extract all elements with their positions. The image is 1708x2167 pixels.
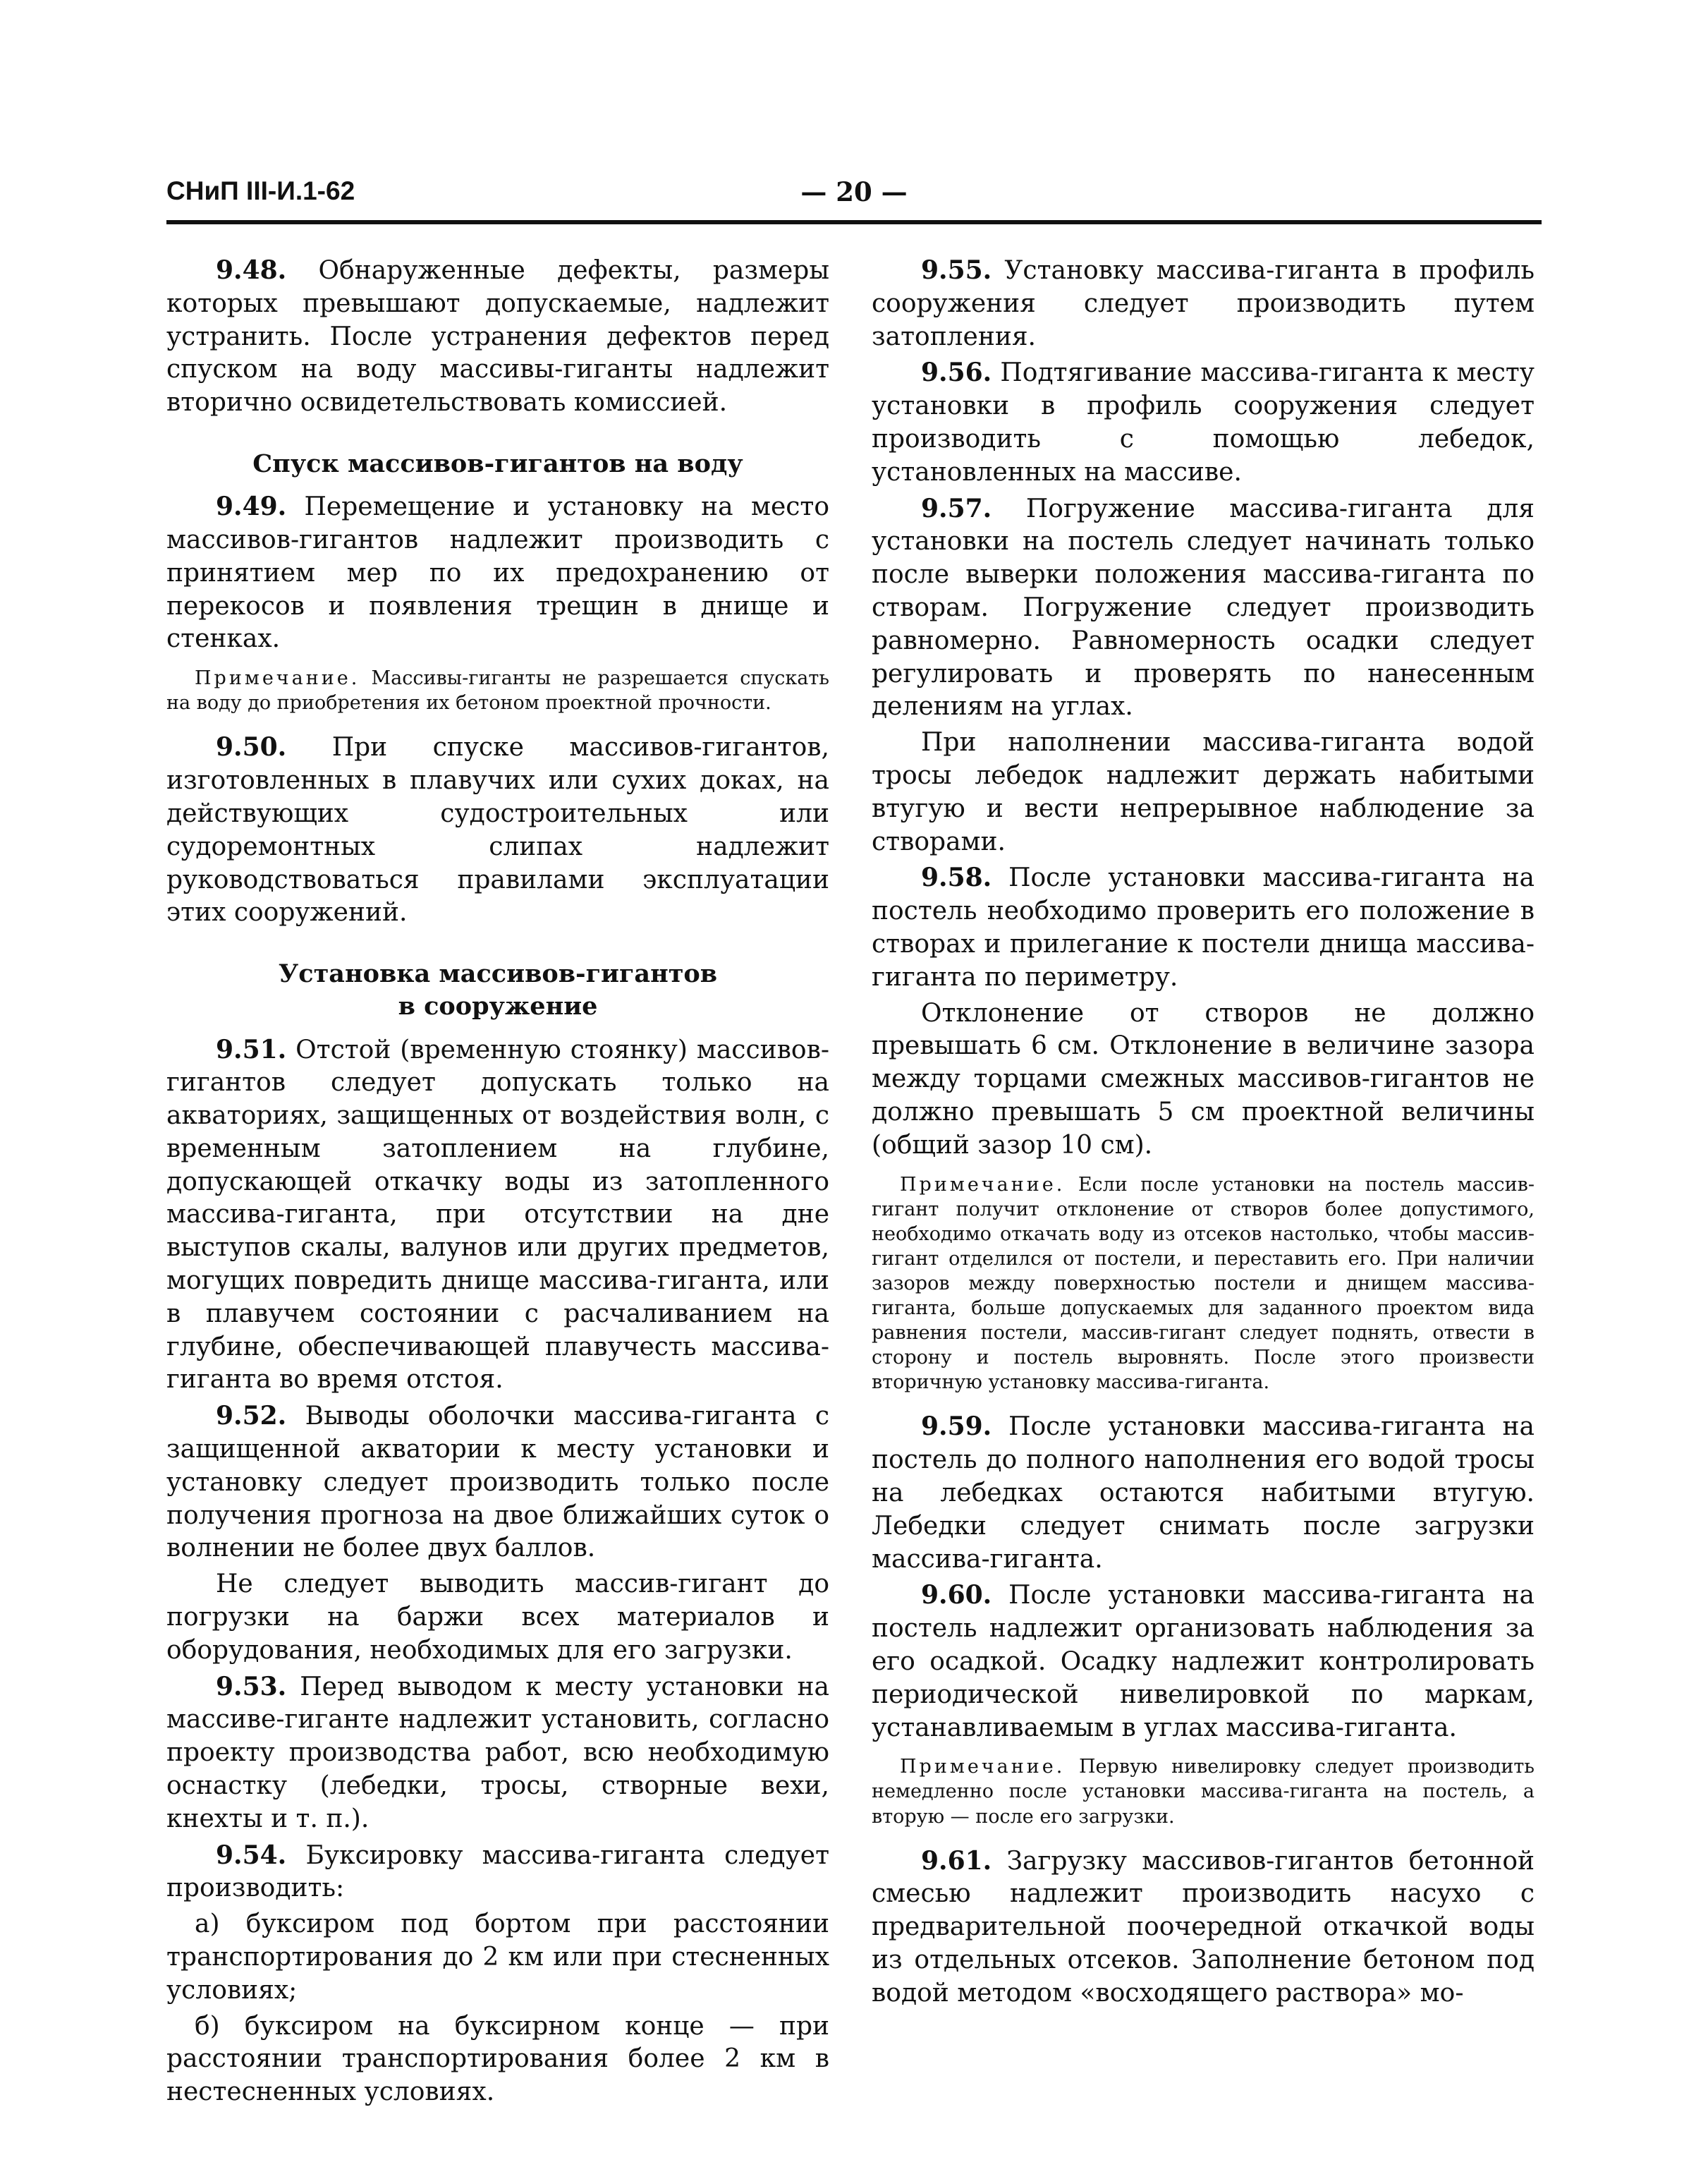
clause-text: После установки массива-гиганта на постель надлежит организовать наблюдения за его осадкой. Осадку надлежит контролировать периодической нивелировкой по маркам, устанавливаемым в углах массива-гиганта.	[872, 1581, 1535, 1742]
section-heading-installation	[166, 958, 829, 1023]
clause-9-57-continued: При наполнении массива-гиганта водой тросы лебедок надлежит держать набитыми втугую и вести непрерывное наблюдение за створами.	[872, 728, 1535, 856]
page-header	[166, 176, 1542, 219]
clause-number: 9.51.	[216, 1034, 287, 1064]
clause-text: После установки массива-гиганта на постель необходимо проверить его положение в створах и прилегание к постели днища массива-гиганта по периметру.	[872, 863, 1535, 992]
section-heading-launch: Спуск массивов-гигантов на воду	[252, 449, 743, 478]
list-item-a: а) буксиром под бортом при расстоянии транспортирования до 2 км или при стесненных условиях;	[166, 1910, 829, 2005]
clause-9-51	[166, 1033, 829, 1397]
clause-9-48	[166, 254, 829, 420]
clause-number: 9.48.	[216, 255, 287, 285]
note-text: Массивы-гиганты не разрешается спускать на воду до приобретения их бетоном проектной прочности.	[166, 667, 829, 715]
clause-9-50	[166, 731, 829, 930]
clause-number: 9.60.	[921, 1580, 992, 1610]
page-number: — 20 —	[800, 176, 908, 207]
note-9-60	[872, 1754, 1535, 1828]
clause-text: Загрузку массивов-гигантов бетонной смесью надлежит производить насухо с предварительной поочередной откачкой воды из отдельных отсеков. Заполнение бетоном под водой методом «восходящего раствора» мо-	[872, 1846, 1535, 2008]
clause-text: Установку массива-гиганта в профиль сооружения следует производить путем затопления.	[872, 256, 1535, 351]
clause-text: Отстой (временную стоянку) массивов-гигантов следует допускать только на акваториях, защищенных от воздействия волн, с временным затоплением на глубине, допускающей откачку воды из затопленного массива-гиганта, при отсутствии на дне выступов скалы, валунов или других предметов, могущих повредить днище массива-гиганта, или в плавучем состоянии с расчаливанием на глубине, обеспечивающей плавучесть массива-гиганта во время отстоя.	[166, 1035, 829, 1395]
header-rule	[166, 220, 1542, 224]
clause-number: 9.49.	[216, 492, 287, 522]
clause-9-52	[166, 1400, 829, 1565]
clause-9-52-continued: Не следует выводить массив-гигант до погрузки на баржи всех материалов и оборудования, необходимых для его загрузки.	[166, 1570, 829, 1665]
clause-text: Погружение массива-гиганта для установки на постель следует начинать только после выверки положения массива-гиганта по створам. Погружение следует производить равномерно. Равномерность осадки следует регулировать и проверять по нанесенным делениям на углах.	[872, 494, 1535, 722]
left-column	[166, 254, 829, 2112]
clause-9-56	[872, 356, 1535, 489]
note-label: Примечание.	[195, 667, 360, 690]
clause-9-57	[872, 492, 1535, 724]
heading-line: Установка массивов-гигантов	[278, 959, 718, 989]
clause-9-59	[872, 1410, 1535, 1576]
clause-number: 9.56.	[921, 358, 992, 388]
clause-9-58	[872, 861, 1535, 994]
clause-9-53	[166, 1670, 829, 1836]
clause-9-49	[166, 490, 829, 656]
clause-9-54	[166, 1839, 829, 1906]
clause-number: 9.52.	[216, 1401, 287, 1431]
heading-line: в сооружение	[398, 992, 598, 1021]
note-text: Если после установки на постель массив-гигант получит отклонение от створов более допустимого, необходимо откачать воду из отсеков настолько, чтобы массив-гигант отделился от постели, и переставить его. При наличии зазоров между поверхностью постели и днищем массива-гиганта, больше допускаемых для заданного проектом вида равнения постели, массив-гигант следует поднять, отвести в сторону и постель выровнять. После этого произвести вторичную установку массива-гиганта.	[872, 1173, 1535, 1394]
clause-number: 9.55.	[921, 255, 992, 285]
clause-number: 9.59.	[921, 1412, 992, 1442]
clause-9-61	[872, 1845, 1535, 2010]
clause-9-60	[872, 1579, 1535, 1744]
clause-9-58-continued: Отклонение от створов не должно превышать 6 см. Отклонение в величине зазора между торцами смежных массивов-гигантов не должно превышать 5 см проектной величины (общий зазор 10 см).	[872, 998, 1535, 1160]
document-code: СНиП III-И.1-62	[166, 176, 355, 205]
clause-text: Буксировку массива-гиганта следует производить:	[166, 1840, 829, 1903]
note-text: Первую нивелировку следует производить немедленно после установки массива-гиганта на постель, а вторую — после его загрузки.	[872, 1756, 1535, 1828]
clause-text: Перемещение и установку на место массивов-гигантов надлежит производить с принятием мер по их предохранению от перекосов и появления трещин в днище и стенках.	[166, 492, 830, 654]
clause-9-55	[872, 254, 1535, 353]
clause-text: Перед выводом к месту установки на массиве-гиганте надлежит установить, согласно проекту производства работ, всю необходимую оснастку (лебедки, тросы, створные вехи, кнехты и т. п.).	[166, 1672, 829, 1833]
clause-text: Подтягивание массива-гиганта к месту установки в профиль сооружения следует производить с помощью лебедок, установленных на массиве.	[872, 358, 1535, 487]
right-column	[872, 254, 1535, 2013]
clause-number: 9.61.	[921, 1845, 992, 1876]
clause-number: 9.50.	[216, 732, 287, 763]
note-9-49	[166, 666, 829, 715]
list-item-b: б) буксиром на буксирном конце — при расстоянии транспортирования более 2 км в нестесненных условиях.	[166, 2011, 829, 2107]
clause-text: При спуске массивов-гигантов, изготовленных в плавучих или сухих доках, на действующих судостроительных или судоремонтных слипах надлежит руководствоваться правилами эксплуатации этих сооружений.	[166, 733, 829, 928]
clause-number: 9.53.	[216, 1671, 287, 1701]
clause-text: Обнаруженные дефекты, размеры которых превышают допускаемые, надлежит устранить. После устранения дефектов перед спуском на воду массивы-гиганты надлежит вторично освидетельствовать комиссией.	[166, 256, 829, 418]
clause-number: 9.58.	[921, 863, 992, 893]
note-label: Примечание.	[900, 1173, 1066, 1196]
note-9-58	[872, 1172, 1535, 1395]
note-label: Примечание.	[900, 1756, 1066, 1778]
clause-text: Выводы оболочки массива-гиганта с защищенной акватории к месту установки и установку следует производить только после получения прогноза на двое ближайших суток о волнении не более двух баллов.	[166, 1402, 829, 1563]
clause-number: 9.54.	[216, 1840, 287, 1870]
clause-number: 9.57.	[921, 493, 992, 523]
clause-text: После установки массива-гиганта на постель до полного наполнения его водой тросы на лебедках остаются набитыми втугую. Лебедки следует снимать после загрузки массива-гиганта.	[872, 1412, 1535, 1574]
